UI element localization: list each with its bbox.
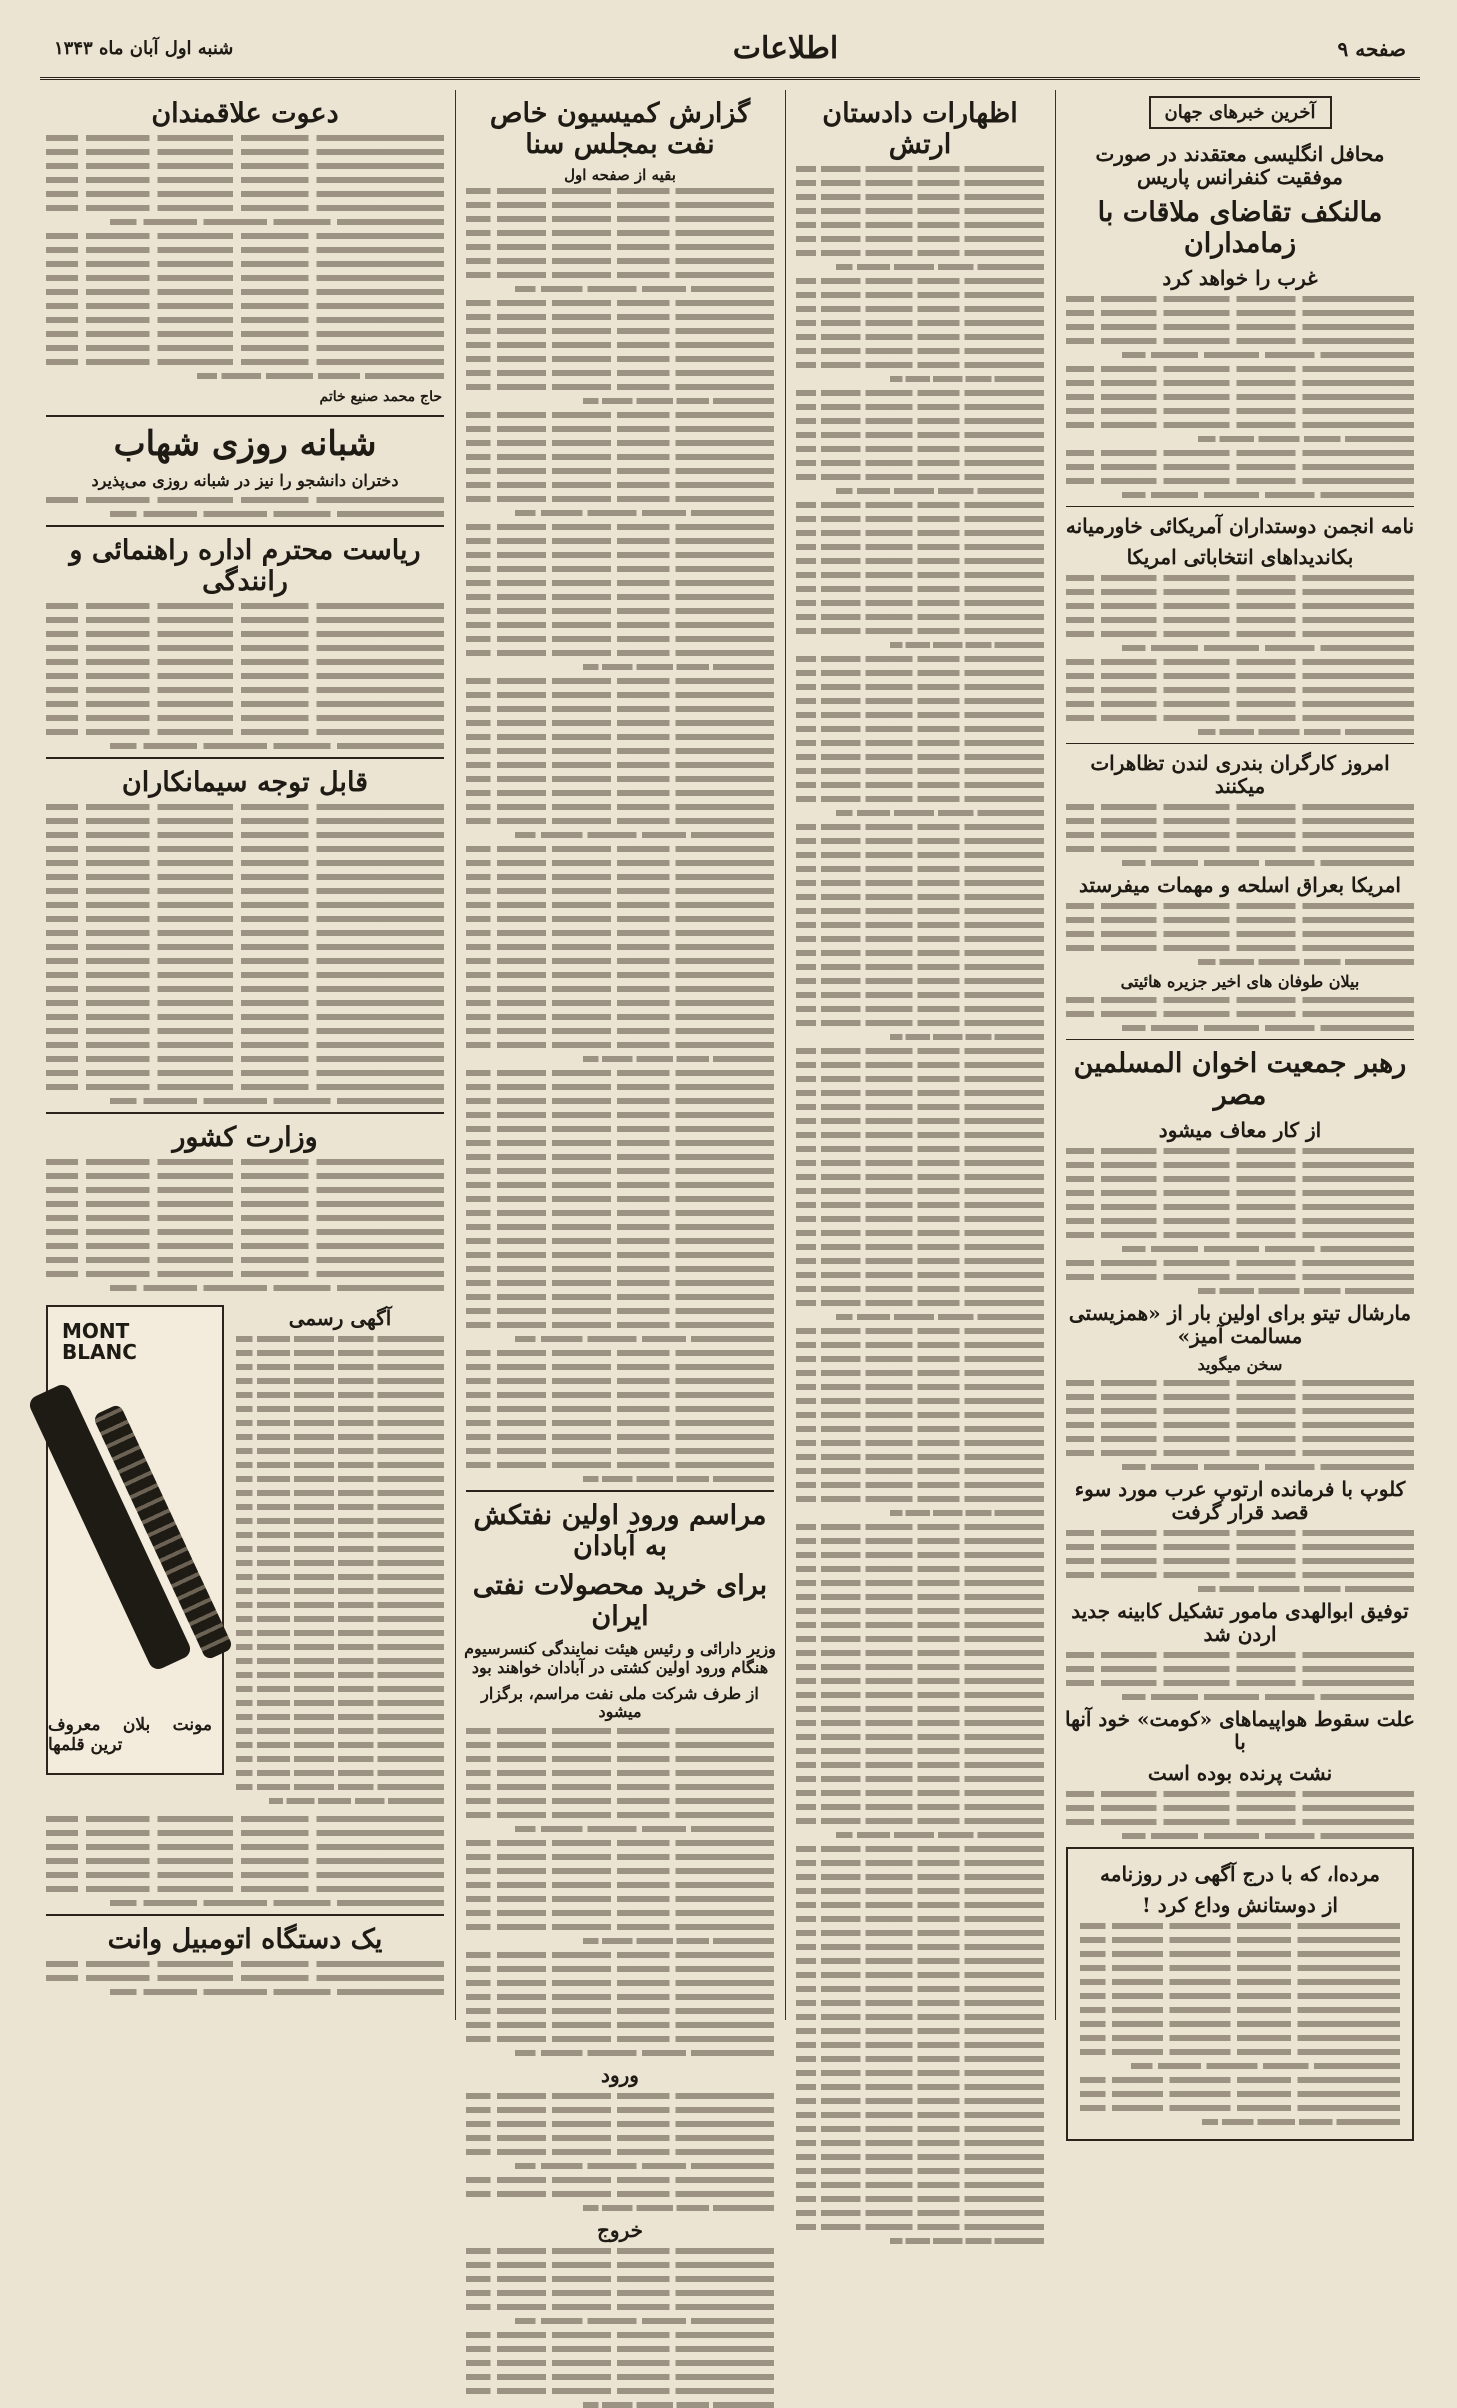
headline: از طرف شرکت ملی نفت مراسم، برگزار میشود bbox=[481, 1684, 759, 1722]
column-divider bbox=[1055, 90, 1056, 2020]
column-prosecutor bbox=[790, 90, 1050, 2020]
article-text bbox=[46, 497, 444, 517]
newspaper-page bbox=[40, 20, 1420, 2242]
column-ads bbox=[40, 90, 450, 2020]
kicker: بقیه از صفحه اول bbox=[564, 166, 676, 185]
headline: قابل توجه سیمانکاران bbox=[121, 766, 369, 798]
article-text bbox=[1066, 903, 1414, 965]
headline: امروز کارگران بندری لندن تظاهرات میکنند bbox=[1090, 751, 1390, 799]
headline: اظهارات دادستان ارتش bbox=[822, 98, 1018, 161]
signer: حاج محمد صنیع خاتم bbox=[319, 389, 442, 406]
pen-brand-line: MONT bbox=[62, 1319, 130, 1344]
headline: برای خرید محصولات نفتی ایران bbox=[472, 1570, 768, 1633]
article-text bbox=[1066, 1652, 1414, 1700]
page-number: صفحه ۹ bbox=[1337, 36, 1406, 61]
pen-brand-line: BLANC bbox=[62, 1340, 137, 1365]
article-text bbox=[466, 2093, 774, 2211]
headline: آگهی رسمی bbox=[288, 1306, 392, 1331]
headline: خروج bbox=[597, 2217, 643, 2242]
article-text bbox=[46, 1816, 444, 1906]
headline: کلوپ با فرمانده ارتوپ عرب مورد سوء قصد قرار گرفت bbox=[1074, 1476, 1406, 1524]
headline: ریاست محترم اداره راهنمائی و رانندگی bbox=[69, 534, 421, 597]
article-text bbox=[1066, 804, 1414, 866]
notice-subtitle: از دوستانش وداع کرد ! bbox=[1142, 1892, 1338, 1917]
issue-date: شنبه اول آبان ماه ۱۳۴۳ bbox=[54, 38, 234, 59]
pen-slogan: مونت بلان معروف ترین قلمها bbox=[48, 1715, 212, 1756]
paper-name: اطلاعات bbox=[732, 31, 839, 66]
article-text bbox=[1066, 997, 1414, 1031]
article-text bbox=[796, 166, 1044, 2244]
headline: از کار معاف میشود bbox=[1158, 1117, 1322, 1142]
headline: دعوت علاقمندان bbox=[151, 98, 339, 129]
article-text bbox=[1066, 575, 1414, 735]
headline: یک دستگاه اتومبیل وانت bbox=[107, 1924, 383, 1956]
pen-brand bbox=[62, 1321, 137, 1363]
headline: وزارت کشور bbox=[172, 1121, 318, 1153]
article-text bbox=[1066, 1148, 1414, 1294]
column-world-news bbox=[1060, 90, 1420, 2020]
headline: محافل انگلیسی معتقدند در صورت موفقیت کنفرانس پاریس bbox=[1095, 142, 1385, 189]
headline: دختران دانشجو را نیز در شبانه روزی می‌پذیرد bbox=[91, 471, 399, 491]
column-divider bbox=[455, 90, 456, 2020]
column-oil-report bbox=[460, 90, 780, 2242]
headline: مالنکف تقاضای ملاقات با زمامداران bbox=[1097, 197, 1383, 260]
article-text bbox=[46, 1961, 444, 1995]
headline: سخن میگوید bbox=[1197, 1354, 1283, 1374]
headline: گزارش کمیسیون خاص نفت بمجلس سنا bbox=[489, 98, 751, 161]
masthead bbox=[40, 20, 1420, 80]
notice-box bbox=[1066, 1847, 1414, 2141]
notice-title: مرده‌ا، که با درج آگهی در روزنامه bbox=[1100, 1861, 1380, 1886]
article-text bbox=[466, 1728, 774, 2056]
headline: وزیر دارائی و رئیس هیئت نمایندگی کنسرسیوم هنگام ورود اولین کشتی در آبادان خواهند بود bbox=[464, 1639, 776, 1677]
article-text bbox=[1066, 1380, 1414, 1470]
headline: مراسم ورود اولین نفتکش به آبادان bbox=[473, 1500, 767, 1563]
headline: شبانه روزی شهاب bbox=[113, 424, 377, 465]
article-text bbox=[466, 2248, 774, 2408]
article-text bbox=[46, 1159, 444, 1291]
box-title: آخرین خبرهای جهان bbox=[1149, 96, 1332, 129]
headline: امریکا بعراق اسلحه و مهمات میفرستد bbox=[1079, 873, 1401, 898]
headline: علت سقوط هواپیماهای «کومت» خود آنها با bbox=[1065, 1706, 1415, 1754]
headline: رهبر جمعیت اخوان المسلمین مصر bbox=[1073, 1048, 1407, 1111]
headline: نشت پرنده بوده است bbox=[1147, 1760, 1333, 1785]
article-text bbox=[1080, 1923, 1400, 2125]
article-text bbox=[46, 804, 444, 1104]
article-text bbox=[1066, 1530, 1414, 1592]
headline: مارشال تیتو برای اولین بار از «همزیستی مسالمت آمیز» bbox=[1068, 1300, 1412, 1348]
article-text bbox=[466, 188, 774, 1482]
headline: توفیق ابوالهدی مامور تشکیل کابینه جدید اردن شد bbox=[1071, 1598, 1409, 1646]
headline: بکاندیداهای انتخاباتی امریکا bbox=[1126, 545, 1354, 570]
headline: نامه انجمن دوستداران آمریکائی خاورمیانه bbox=[1065, 514, 1415, 539]
headline: بیلان طوفان های اخیر جزیره هائیتی bbox=[1120, 972, 1360, 992]
headline: غرب را خواهد کرد bbox=[1162, 266, 1318, 291]
article-text bbox=[1066, 1791, 1414, 1839]
headline: ورود bbox=[601, 2062, 639, 2087]
article-text bbox=[1066, 296, 1414, 498]
pen-advertisement bbox=[46, 1305, 224, 1775]
column-divider bbox=[785, 90, 786, 2020]
article-text bbox=[46, 603, 444, 749]
article-text bbox=[236, 1336, 444, 1804]
article-text bbox=[46, 135, 444, 379]
